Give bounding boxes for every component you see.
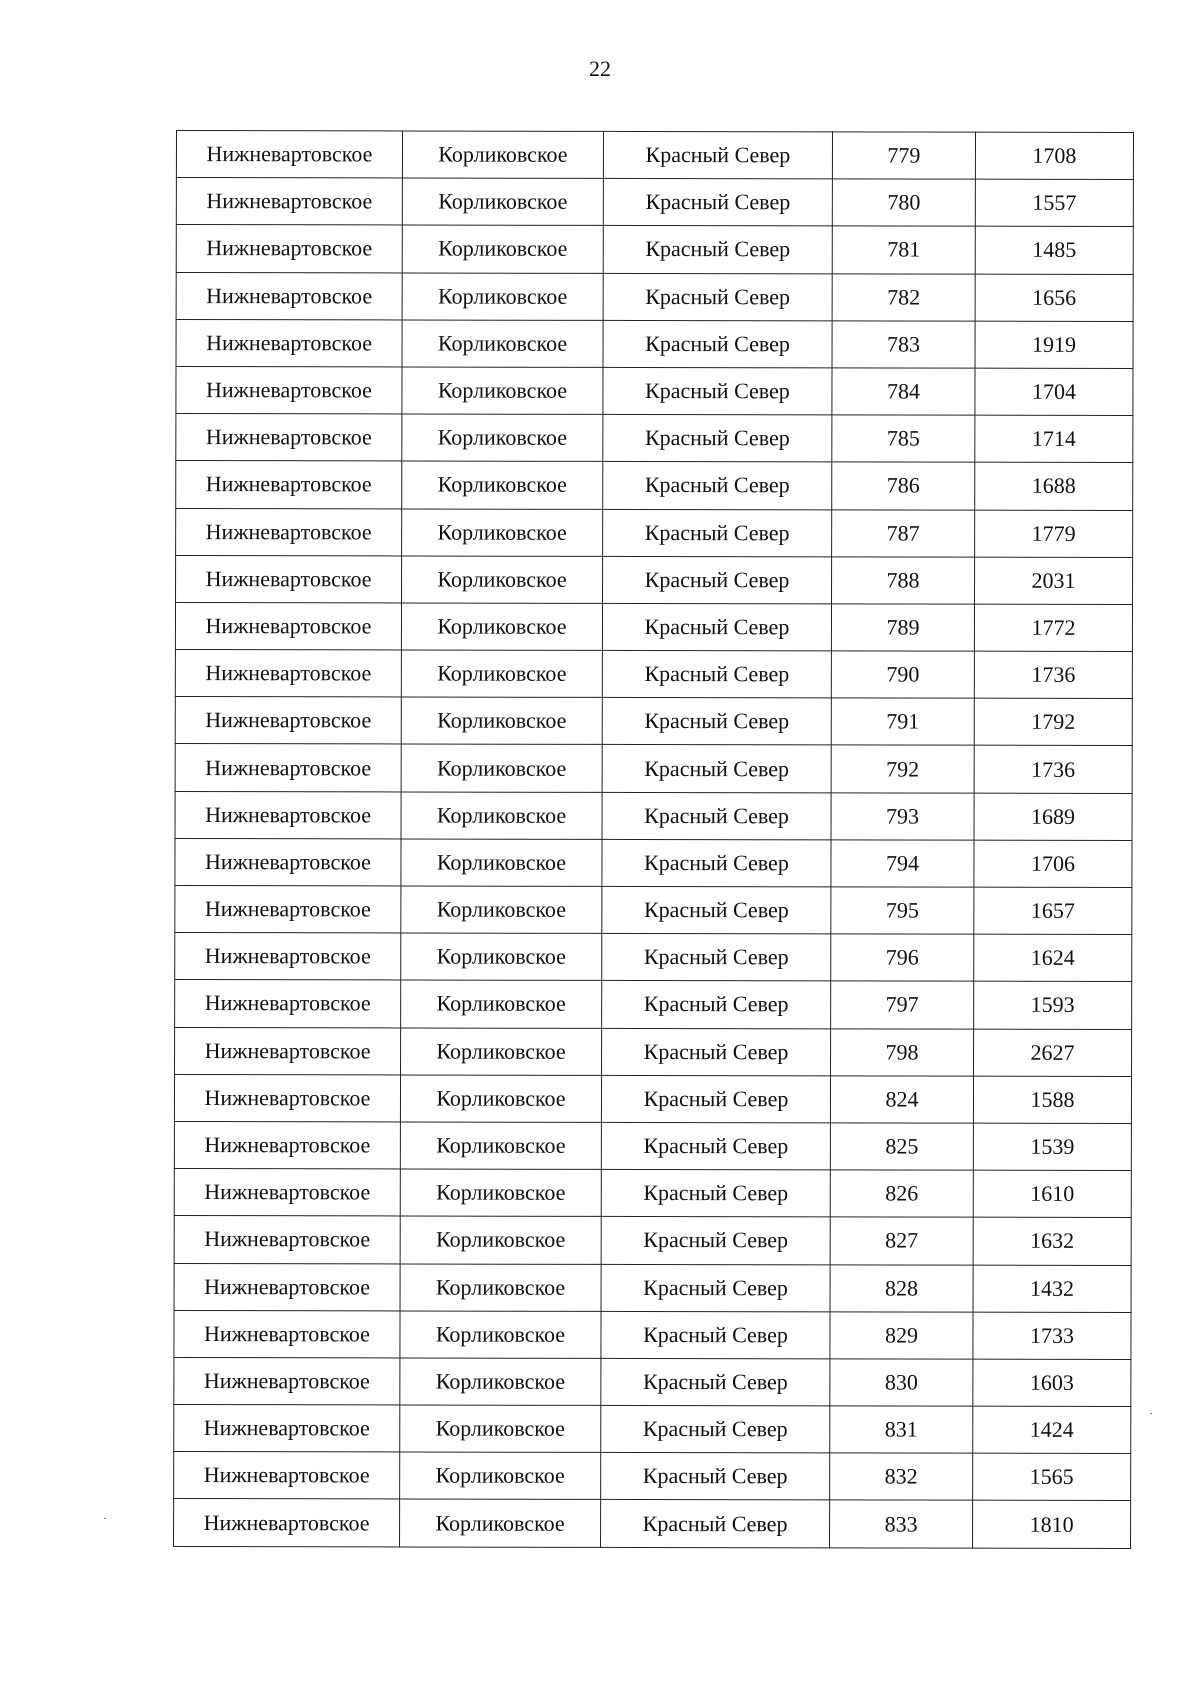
district-cell: Нижневартовское (175, 602, 401, 650)
value-cell: 2627 (974, 1029, 1132, 1077)
district-cell: Нижневартовское (175, 885, 401, 933)
value-cell: 1485 (975, 227, 1133, 275)
value-cell: 1714 (975, 415, 1133, 463)
field-cell: Красный Север (601, 1453, 830, 1501)
value-cell: 1810 (973, 1501, 1131, 1549)
table-row (175, 885, 1132, 934)
table-row (176, 555, 1133, 604)
district-cell: Нижневартовское (174, 1357, 400, 1405)
field-cell: Красный Север (603, 273, 832, 321)
table-row (174, 1310, 1131, 1359)
district-cell: Нижневартовское (174, 1405, 400, 1453)
field-cell: Красный Север (602, 934, 831, 982)
settlement-cell: Корликовское (402, 556, 603, 604)
table-row (175, 791, 1132, 840)
district-cell: Нижневартовское (175, 933, 401, 981)
district-cell: Нижневартовское (176, 461, 402, 509)
settlement-cell: Корликовское (400, 1263, 601, 1311)
value-cell: 1565 (973, 1453, 1131, 1501)
value-cell: 1624 (974, 934, 1132, 982)
table-row (175, 980, 1132, 1029)
value-cell: 1706 (974, 840, 1132, 888)
table-row (174, 1216, 1131, 1265)
settlement-cell: Корликовское (400, 1358, 601, 1406)
district-cell: Нижневартовское (174, 1169, 400, 1217)
district-cell: Нижневартовское (176, 508, 402, 556)
field-cell: Красный Север (603, 367, 832, 415)
value-cell: 1708 (975, 132, 1133, 180)
field-cell: Красный Север (601, 1311, 830, 1359)
district-cell: Нижневартовское (174, 1074, 400, 1122)
field-cell: Красный Север (601, 1358, 830, 1406)
table-row (174, 1074, 1131, 1123)
value-cell: 1432 (973, 1265, 1131, 1313)
number-cell: 797 (831, 981, 974, 1028)
number-cell: 790 (831, 651, 974, 698)
number-cell: 829 (830, 1312, 973, 1359)
value-cell: 1632 (973, 1217, 1131, 1265)
value-cell: 1792 (974, 698, 1132, 746)
field-cell: Красный Север (601, 1170, 830, 1218)
district-cell: Нижневартовское (175, 697, 401, 745)
page-number: 22 (589, 56, 611, 81)
field-cell: Красный Север (603, 509, 832, 557)
field-cell: Красный Север (603, 179, 832, 227)
table-row (175, 933, 1132, 982)
district-cell: Нижневартовское (176, 272, 402, 320)
settlement-cell: Корликовское (401, 933, 602, 981)
number-cell: 833 (830, 1500, 973, 1547)
field-cell: Красный Север (601, 1264, 830, 1312)
number-cell: 787 (832, 509, 975, 556)
table-row (176, 461, 1133, 510)
number-cell: 792 (831, 745, 974, 792)
settlement-cell: Корликовское (402, 225, 603, 273)
district-cell: Нижневартовское (176, 366, 402, 414)
table-row (174, 1121, 1131, 1170)
settlement-cell: Корликовское (401, 839, 602, 887)
district-cell: Нижневартовское (176, 555, 402, 603)
district-cell: Нижневартовское (175, 744, 401, 792)
value-cell: 1688 (975, 462, 1133, 510)
district-cell: Нижневартовское (175, 650, 401, 698)
value-cell: 1557 (975, 179, 1133, 227)
table-row (176, 508, 1133, 557)
number-cell: 785 (832, 415, 975, 462)
value-cell: 1779 (975, 510, 1133, 558)
value-cell: 1689 (974, 793, 1132, 841)
scan-speck (1150, 1413, 1152, 1414)
number-cell: 825 (830, 1123, 973, 1170)
value-cell: 1603 (973, 1359, 1131, 1407)
settlement-cell: Корликовское (402, 367, 603, 415)
table-row (174, 1169, 1131, 1218)
settlement-cell: Корликовское (400, 1499, 601, 1547)
table-row (176, 178, 1133, 227)
settlement-cell: Корликовское (401, 886, 602, 934)
number-cell: 824 (830, 1076, 973, 1123)
table-row (174, 1499, 1131, 1548)
value-cell: 1772 (974, 604, 1132, 652)
scan-speck (104, 1518, 106, 1519)
district-cell: Нижневартовское (174, 1499, 400, 1547)
settlement-cell: Корликовское (400, 1075, 601, 1123)
value-cell: 1736 (974, 746, 1132, 794)
field-cell: Красный Север (603, 131, 832, 179)
district-cell: Нижневартовское (176, 131, 402, 179)
value-cell: 1588 (973, 1076, 1131, 1124)
value-cell: 1593 (974, 982, 1132, 1030)
table-row (174, 1405, 1131, 1454)
table-row (175, 697, 1132, 746)
district-cell: Нижневартовское (174, 1263, 400, 1311)
number-cell: 796 (831, 934, 974, 981)
field-cell: Красный Север (601, 1075, 830, 1123)
table-row (176, 131, 1133, 180)
number-cell: 791 (831, 698, 974, 745)
number-cell: 832 (830, 1453, 973, 1500)
table-row (176, 414, 1133, 463)
value-cell: 1733 (973, 1312, 1131, 1360)
field-cell: Красный Север (601, 1217, 830, 1265)
number-cell: 827 (830, 1217, 973, 1264)
field-cell: Красный Север (602, 745, 831, 793)
field-cell: Красный Север (601, 1405, 830, 1453)
number-cell: 784 (832, 368, 975, 415)
settlement-cell: Корликовское (401, 697, 602, 745)
settlement-cell: Корликовское (400, 1405, 601, 1453)
field-cell: Красный Север (602, 981, 831, 1029)
district-cell: Нижневартовское (175, 791, 401, 839)
district-cell: Нижневартовское (174, 1216, 400, 1264)
value-cell: 1610 (973, 1170, 1131, 1218)
number-cell: 780 (832, 179, 975, 226)
district-cell: Нижневартовское (175, 1027, 401, 1075)
table-row (175, 838, 1132, 887)
number-cell: 779 (832, 132, 975, 179)
table-row (175, 650, 1132, 699)
settlement-cell: Корликовское (402, 508, 603, 556)
field-cell: Красный Север (602, 698, 831, 746)
district-cell: Нижневартовское (176, 225, 402, 273)
settlement-cell: Корликовское (402, 178, 603, 226)
settlement-cell: Корликовское (402, 131, 603, 179)
field-cell: Красный Север (603, 415, 832, 463)
field-cell: Красный Север (603, 462, 832, 510)
settlement-cell: Корликовское (402, 320, 603, 368)
number-cell: 794 (831, 840, 974, 887)
settlement-cell: Корликовское (401, 792, 602, 840)
table-body (174, 131, 1134, 1549)
field-cell: Красный Север (602, 603, 831, 651)
settlement-cell: Корликовское (400, 1122, 601, 1170)
table-row (175, 744, 1132, 793)
number-cell: 830 (830, 1359, 973, 1406)
table-row (174, 1452, 1131, 1501)
table-row (175, 1027, 1132, 1076)
settlement-cell: Корликовское (402, 414, 603, 462)
district-cell: Нижневартовское (175, 980, 401, 1028)
number-cell: 783 (832, 321, 975, 368)
settlement-cell: Корликовское (400, 1216, 601, 1264)
value-cell: 1736 (974, 651, 1132, 699)
table-row (176, 366, 1133, 415)
settlement-cell: Корликовское (401, 650, 602, 698)
table-row (176, 225, 1133, 274)
field-cell: Красный Север (602, 886, 831, 934)
number-cell: 798 (831, 1028, 974, 1075)
number-cell: 831 (830, 1406, 973, 1453)
settlement-cell: Корликовское (401, 603, 602, 651)
district-cell: Нижневартовское (175, 838, 401, 886)
district-cell: Нижневартовское (174, 1121, 400, 1169)
district-cell: Нижневартовское (176, 414, 402, 462)
field-cell: Красный Север (602, 1028, 831, 1076)
number-cell: 782 (832, 273, 975, 320)
settlement-cell: Корликовское (400, 1452, 601, 1500)
field-cell: Красный Север (601, 1500, 830, 1548)
district-cell: Нижневартовское (174, 1452, 400, 1500)
field-cell: Красный Север (602, 650, 831, 698)
settlement-cell: Корликовское (402, 461, 603, 509)
value-cell: 1657 (974, 887, 1132, 935)
settlement-cell: Корликовское (401, 980, 602, 1028)
value-cell: 1704 (975, 368, 1133, 416)
value-cell: 1919 (975, 321, 1133, 369)
table-row (174, 1263, 1131, 1312)
field-cell: Красный Север (603, 556, 832, 604)
district-cell: Нижневартовское (176, 178, 402, 226)
settlement-cell: Корликовское (401, 1028, 602, 1076)
table-row (176, 272, 1133, 321)
number-cell: 786 (832, 462, 975, 509)
number-cell: 795 (831, 887, 974, 934)
table-row (176, 319, 1133, 368)
field-cell: Красный Север (601, 1122, 830, 1170)
number-cell: 793 (831, 792, 974, 839)
number-cell: 789 (831, 604, 974, 651)
number-cell: 826 (830, 1170, 973, 1217)
settlement-cell: Корликовское (401, 744, 602, 792)
number-cell: 781 (832, 226, 975, 273)
value-cell: 1424 (973, 1406, 1131, 1454)
field-cell: Красный Север (603, 226, 832, 274)
number-cell: 828 (830, 1264, 973, 1311)
settlement-cell: Корликовское (400, 1311, 601, 1359)
table-row (175, 602, 1132, 651)
settlement-cell: Корликовское (400, 1169, 601, 1217)
district-cell: Нижневартовское (174, 1310, 400, 1358)
field-cell: Красный Север (602, 792, 831, 840)
value-cell: 1539 (973, 1123, 1131, 1171)
number-cell: 788 (832, 557, 975, 604)
field-cell: Красный Север (602, 839, 831, 887)
district-cell: Нижневартовское (176, 319, 402, 367)
table-row (174, 1357, 1131, 1406)
data-table (173, 130, 1134, 1549)
value-cell: 2031 (975, 557, 1133, 605)
field-cell: Красный Север (603, 320, 832, 368)
value-cell: 1656 (975, 274, 1133, 322)
settlement-cell: Корликовское (402, 273, 603, 321)
